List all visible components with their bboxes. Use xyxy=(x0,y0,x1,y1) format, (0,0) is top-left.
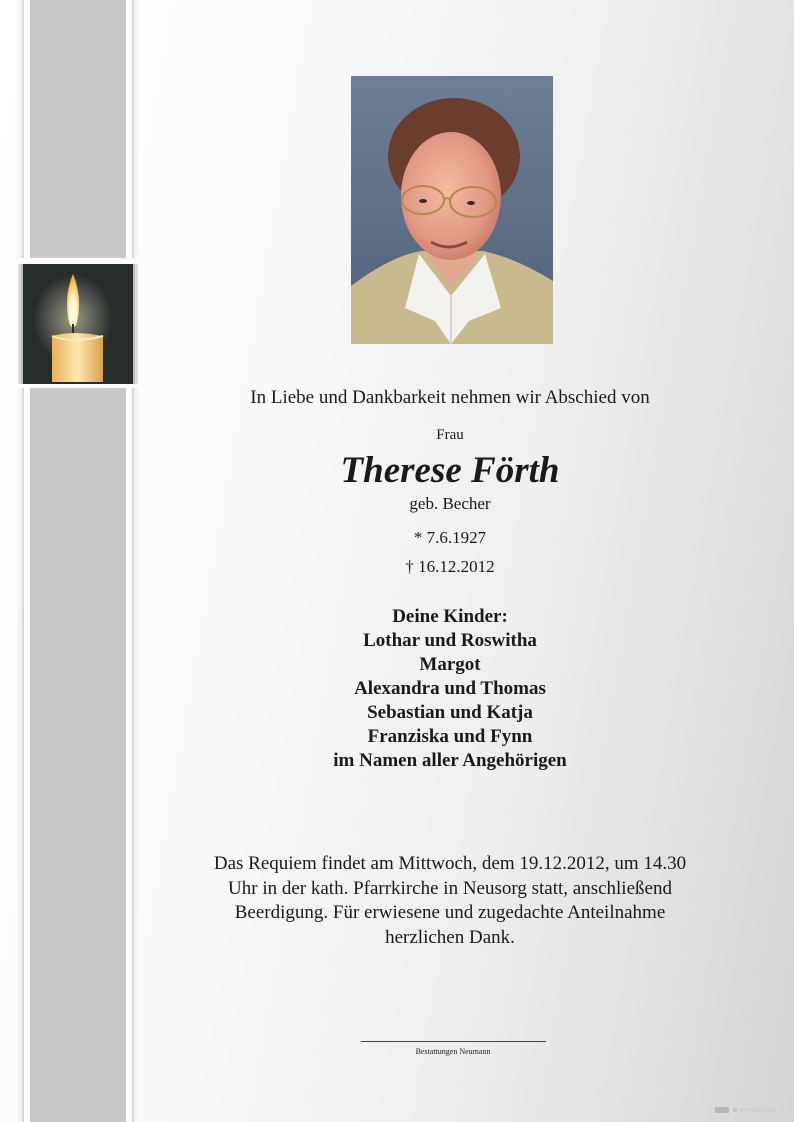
funeral-home: Bestattungen Neumann xyxy=(415,1047,491,1056)
mourner-item: Sebastian und Katja xyxy=(367,702,533,723)
signature-divider xyxy=(361,1041,546,1042)
band-bottom-segment xyxy=(18,388,138,1122)
deceased-name: Therese Förth xyxy=(340,450,560,491)
mourners-list xyxy=(140,605,760,773)
intro-text: In Liebe und Dankbarkeit nehmen wir Abschied von xyxy=(250,387,650,408)
band-top-segment xyxy=(18,0,138,258)
title-text: Frau xyxy=(436,427,464,443)
watermark-logo xyxy=(715,1106,777,1114)
mourner-item: im Namen aller Angehörigen xyxy=(333,750,567,771)
requiem-text: Das Requiem findet am Mittwoch, dem 19.12.2012, um 14.30 Uhr in der kath. Pfarrkirche in Neusorg statt, anschließend Beerdigung. Für erwiesene und zugedachte Anteilnahme herzlichen Dank. xyxy=(213,853,687,948)
portrait-photo xyxy=(351,76,553,344)
birth-date: * 7.6.1927 xyxy=(413,528,487,547)
mourner-item: Lothar und Roswitha xyxy=(363,630,537,651)
candle-icon xyxy=(18,264,138,384)
mourner-item: Margot xyxy=(419,654,481,675)
decorative-band xyxy=(18,0,138,1122)
maiden-name: geb. Becher xyxy=(409,494,491,513)
mourner-item: Alexandra und Thomas xyxy=(354,678,546,699)
death-date: † 16.12.2012 xyxy=(405,557,495,576)
mourner-item: Franziska und Fynn xyxy=(367,726,533,747)
mourners-heading: Deine Kinder: xyxy=(392,606,508,627)
